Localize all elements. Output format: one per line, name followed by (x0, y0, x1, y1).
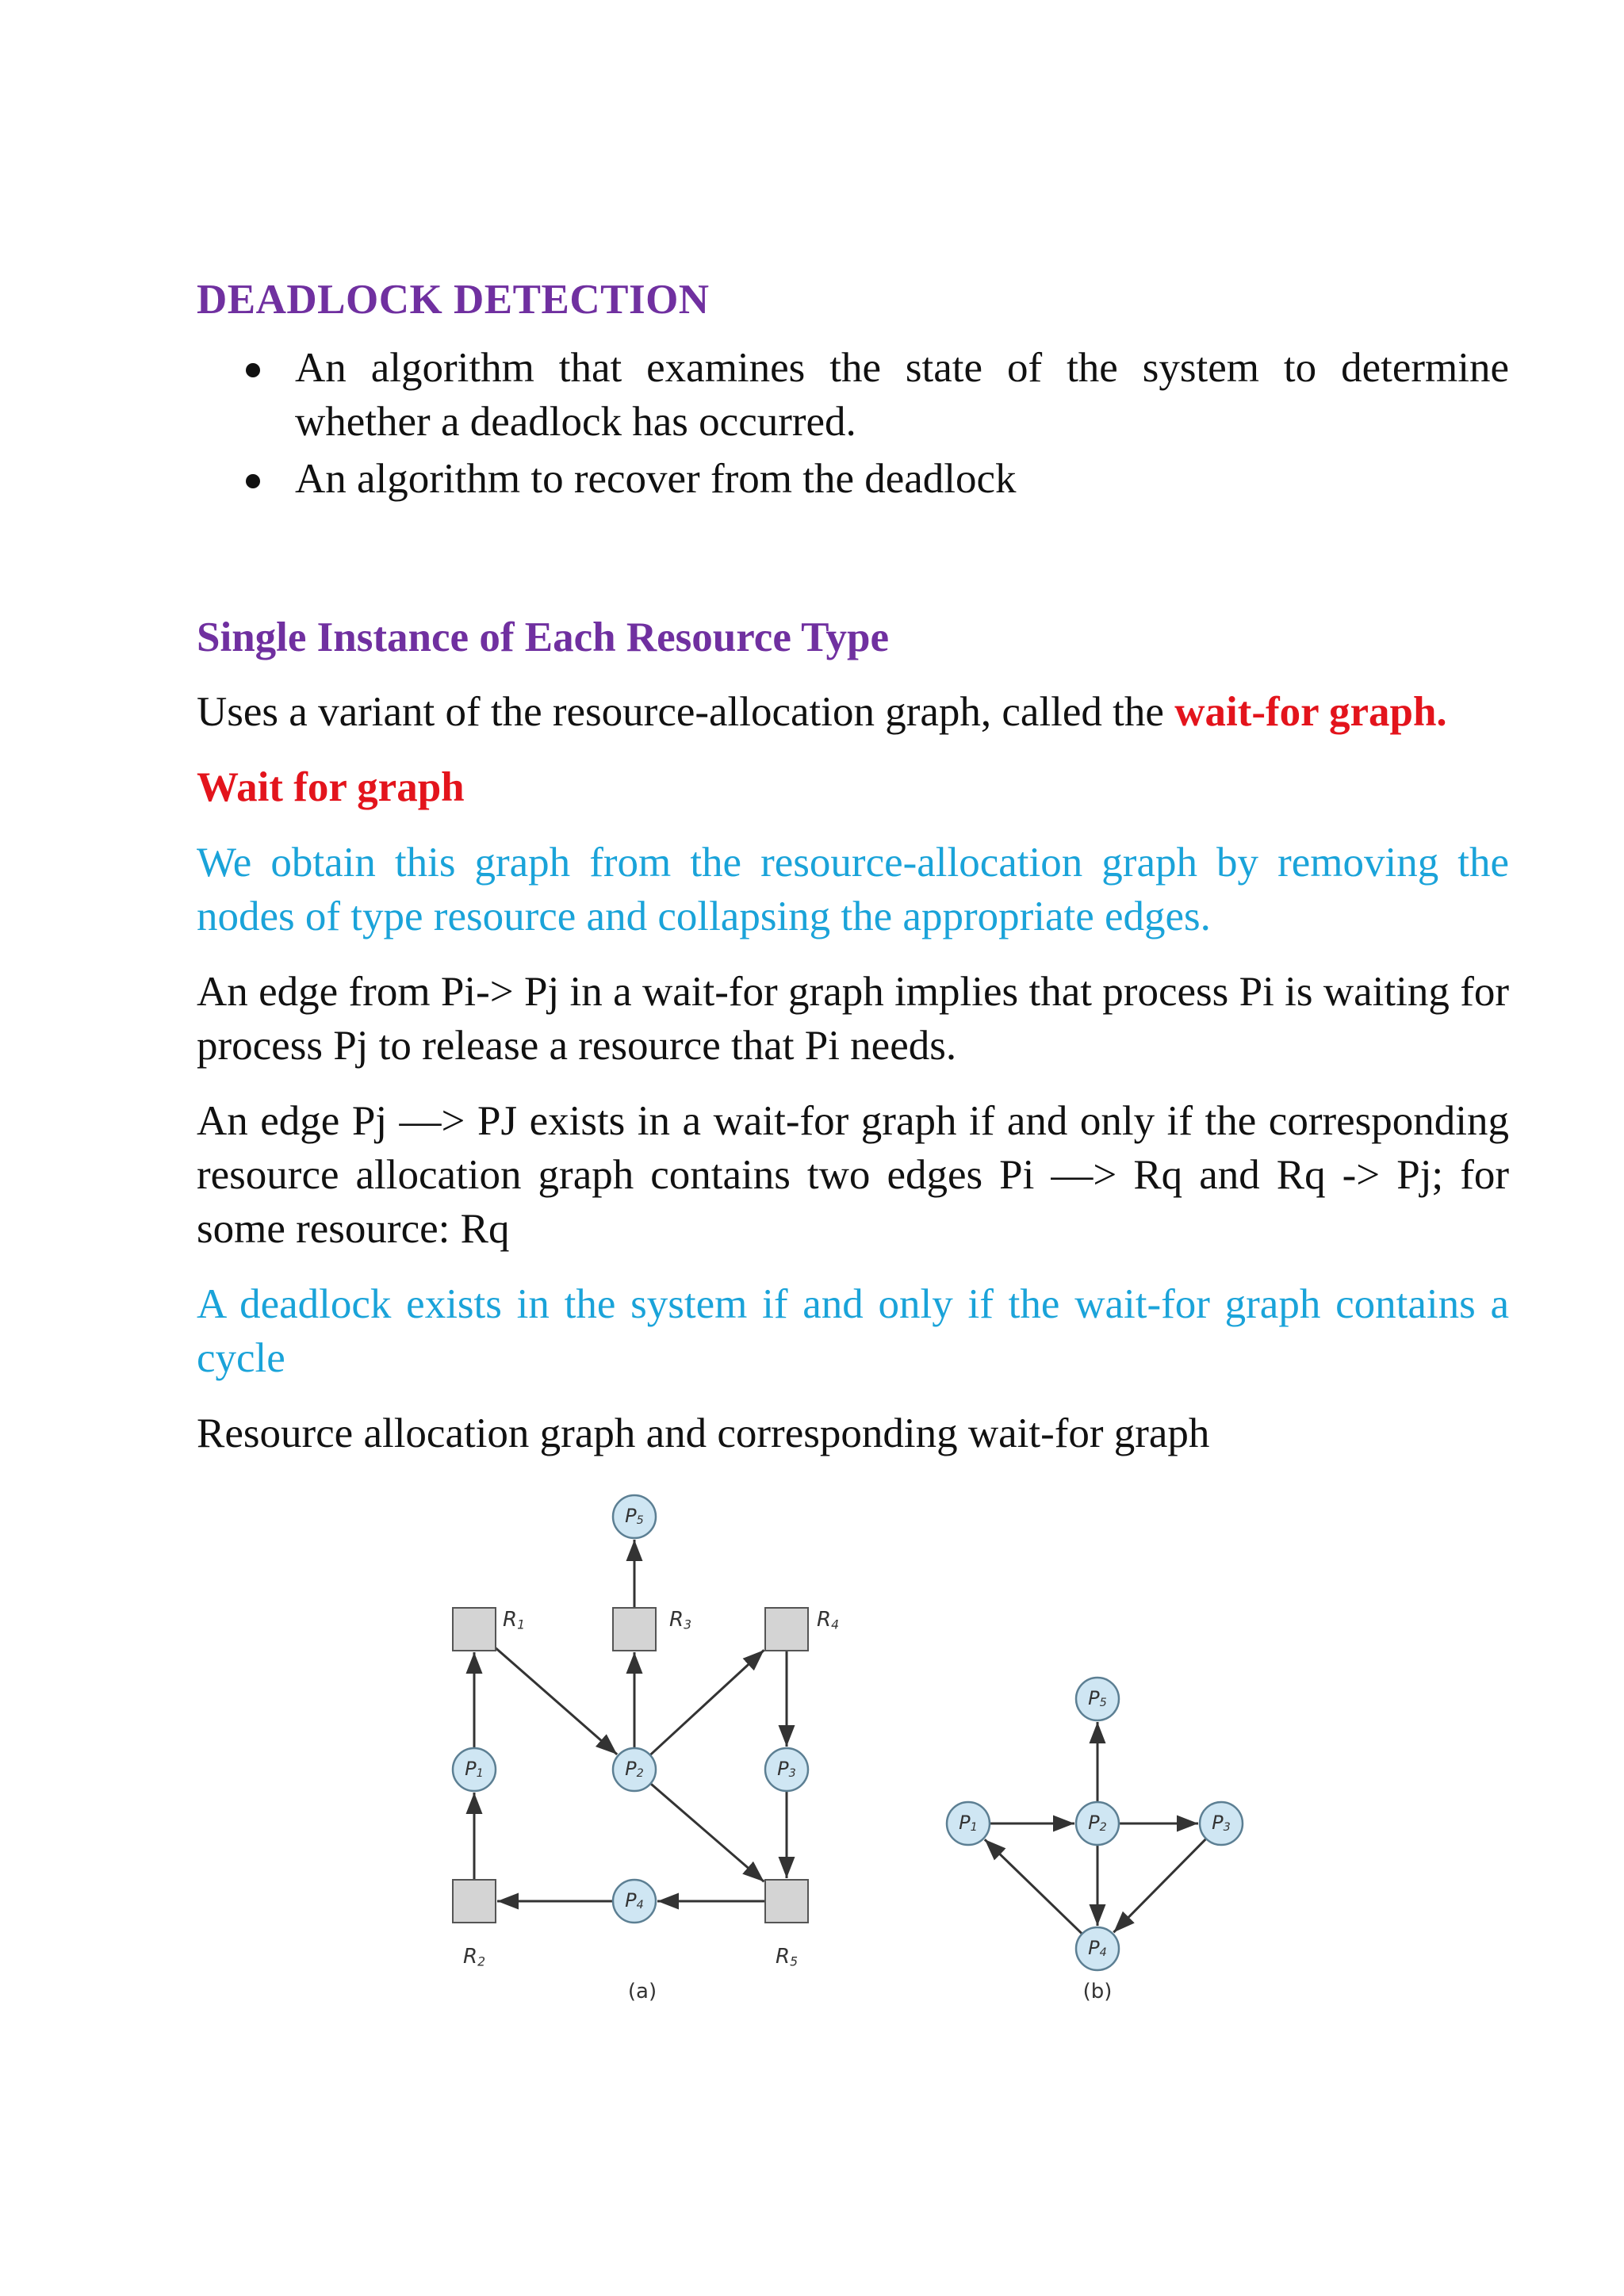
edge-p2-r4 (650, 1650, 764, 1755)
process-label-p1: $P_1$ (465, 1758, 484, 1780)
process-label-p1: $P_1$ (959, 1812, 978, 1834)
resource-node-r4 (765, 1608, 808, 1651)
figure-caption-a: (a) (627, 1980, 657, 2003)
edge-paragraph: An edge from Pi-> Pj in a wait-for graph implies that process Pi is waiting for process Pj to release a resource that Pi needs. (197, 969, 1509, 1069)
caption-paragraph: Resource allocation graph and corresponding wait-for graph (197, 1410, 1210, 1456)
intro-text: Uses a variant of the resource-allocation graph, called the (197, 689, 1175, 735)
edge-p4-p1 (985, 1839, 1082, 1934)
wait-for-heading: Wait for graph (197, 764, 465, 810)
process-label-p2: $P_2$ (625, 1758, 644, 1780)
edge-p2-r5 (650, 1784, 764, 1882)
cycle-paragraph: A deadlock exists in the system if and only if the wait-for graph contains a cycle (197, 1281, 1509, 1381)
resource-label-r5: $R_5$ (776, 1945, 798, 1969)
obtain-paragraph: We obtain this graph from the resource-allocation graph by removing the nodes of type resource and collapsing the appropriate edges. (197, 840, 1509, 939)
document-content (197, 268, 1509, 1460)
page-title: DEADLOCK DETECTION (197, 277, 710, 323)
edge-p3-p4 (1113, 1839, 1206, 1932)
process-label-p3: $P_3$ (1212, 1812, 1231, 1834)
process-label-p4: $P_4$ (1088, 1937, 1107, 1959)
resource-allocation-graph (453, 1495, 839, 2003)
resource-node-r2 (453, 1880, 496, 1923)
resource-label-r4: $R_4$ (817, 1608, 839, 1632)
intro-paragraph (197, 685, 1509, 739)
process-label-p4: $P_4$ (625, 1889, 644, 1911)
process-label-p5: $P_5$ (625, 1505, 644, 1527)
resource-node-r3 (613, 1608, 656, 1651)
graph-figure-svg (0, 1490, 1624, 2045)
process-label-p2: $P_2$ (1088, 1812, 1107, 1834)
bullet-text: An algorithm that examines the state of the system to determine whether a deadlock has occurred. (295, 345, 1509, 445)
bullet-item (197, 341, 1509, 449)
process-label-p5: $P_5$ (1088, 1687, 1107, 1709)
figure-caption-b: (b) (1082, 1980, 1113, 2003)
bullet-text: An algorithm to recover from the deadlock (295, 456, 1017, 502)
bullet-icon (246, 474, 260, 488)
bullet-list (197, 341, 1509, 506)
resource-label-r1: $R_1$ (503, 1608, 525, 1632)
bullet-item (197, 452, 1509, 506)
exists-paragraph: An edge Pj —> PJ exists in a wait-for graph if and only if the corresponding resource allocation graph contains two edges Pi —> Rq and Rq -> Pj; for some resource: Rq (197, 1098, 1509, 1252)
resource-label-r3: $R_3$ (669, 1608, 691, 1632)
bullet-icon (246, 363, 260, 377)
wait-for-graph (947, 1678, 1243, 2003)
resource-label-r2: $R_2$ (463, 1945, 485, 1969)
intro-highlight: wait-for graph. (1174, 689, 1447, 735)
section-heading: Single Instance of Each Resource Type (197, 614, 890, 660)
resource-node-r5 (765, 1880, 808, 1923)
process-label-p3: $P_3$ (777, 1758, 796, 1780)
edge-r1-p2 (496, 1648, 617, 1755)
graph-figure (0, 1490, 1624, 2045)
resource-node-r1 (453, 1608, 496, 1651)
